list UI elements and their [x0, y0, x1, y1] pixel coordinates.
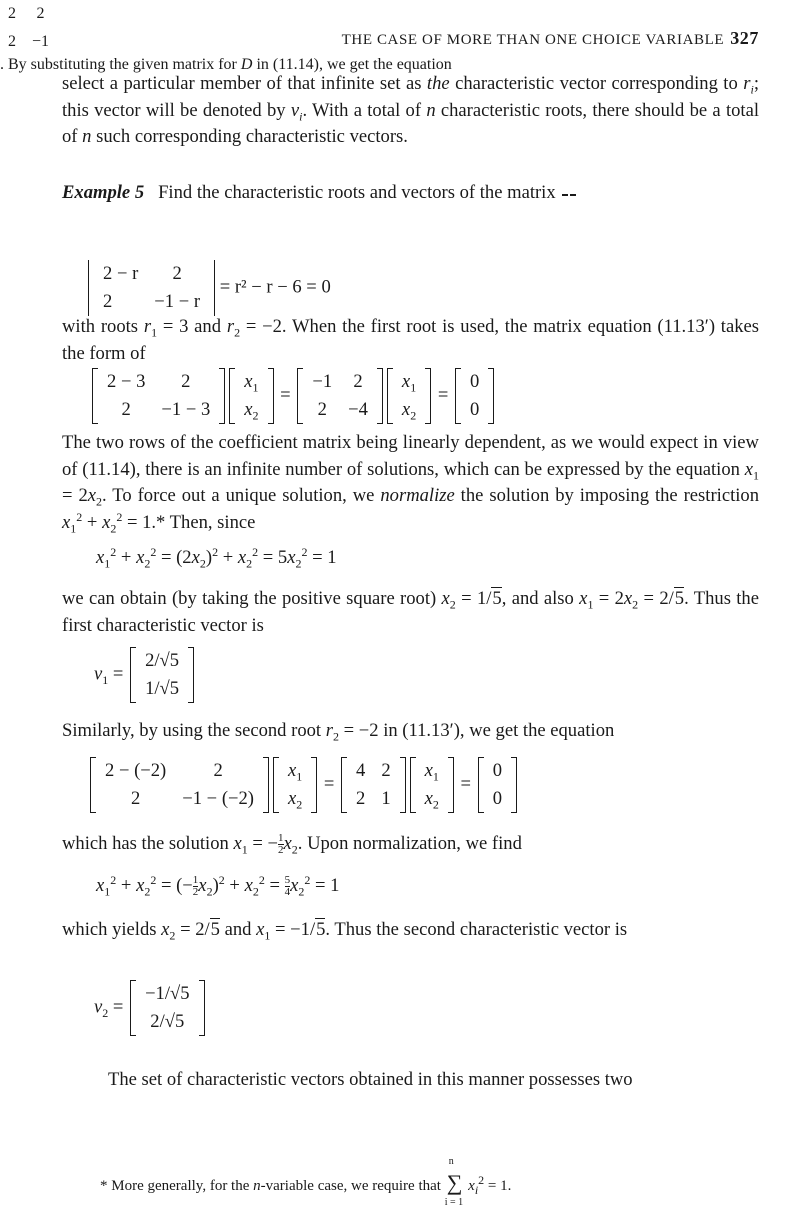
- summation-sign: ∑ n i = 1: [444, 1156, 464, 1208]
- equation-normalization-2: $x_1^2 + x_2^2$ = (− $\frac{1}{2}$ $x_2)^2 + x_2^2$ = $\frac{5}{4}$ $x_2^2 = 1$: [96, 872, 340, 899]
- paragraph-6: which has the solution $x_1$ = − $\frac{1}{2}$ $x_2$. Upon normalization, we find: [62, 832, 522, 857]
- paragraph-8: The set of characteristic vectors obtained in this manner possesses two: [108, 1069, 633, 1090]
- example-label: Example 5: [62, 182, 145, 203]
- equation-determinant: 2 − r 2 2 −1 − r = r² − r − 6 = 0: [88, 260, 331, 316]
- equation-normalization-1: $x_1^2 + x_2^2 = (2x_2)^2 + x_2^2 = 5x_2^2 = 1$: [96, 544, 337, 571]
- first-characteristic-vector: $v_1$ = 2/√5 1/√5: [94, 647, 196, 703]
- page-number: 327: [730, 28, 759, 48]
- footnote: * More generally, for the n-variable case, we require that ∑ n i = 1 $x_i^2 = 1$.: [100, 1156, 512, 1208]
- paragraph-7: which yields $x_2 = 2/5$ and $x_1 = -1/5$. Thus the second characteristic vector is: [62, 919, 628, 943]
- equation-second-root: 2 − (−2) 2 2 −1 − (−2) $x_1$ $x_2$ = 4 2 2 1 $x_1$ $x_2$ = 0 0: [88, 757, 519, 813]
- second-characteristic-vector: $v_2$ = −1/√5 2/√5: [94, 980, 207, 1036]
- paragraph-3: The two rows of the coefficient matrix being linearly dependent, as we would expect in view of (11.14), there is an infinite number of solutions, which can be expressed by the equation $x_1 = 2x_2$. To force out a unique solution, we normalize the solution by imposing the restriction $x_1^2 + x_2^2 = 1.*$ Then, since: [62, 432, 759, 536]
- running-header: [342, 28, 759, 49]
- equation-first-root: 2 − 3 2 2 −1 − 3 $x_1$ $x_2$ = −1 2 2 −4 $x_1$ $x_2$ = 0 0: [90, 368, 496, 424]
- paragraph-1: select a particular member of that infinite set as the characteristic vector corresponding to $r_i$; this vector will be denoted by $v_i$. With a total of n characteristic roots, there should be a total of n such corresponding characteristic vectors.: [62, 73, 759, 147]
- paragraph-5: Similarly, by using the second root $r_2 = -2$ in (11.13′), we get the equation: [62, 720, 615, 744]
- example-5-paragraph: Example 5 Find the characteristic roots and vectors of the matrix: [62, 182, 556, 203]
- running-title: THE CASE OF MORE THAN ONE CHOICE VARIABLE: [341, 32, 725, 48]
- paragraph-4: we can obtain (by taking the positive square root) $x_2 = 1/5$, and also $x_1 = 2x_2 = 2/5$. Thus the first characteristic vector is: [62, 588, 759, 636]
- paragraph-2: with roots $r_1 = 3$ and $r_2 = -2$. When the first root is used, the matrix equation (11.13′) takes the form of: [62, 316, 759, 364]
